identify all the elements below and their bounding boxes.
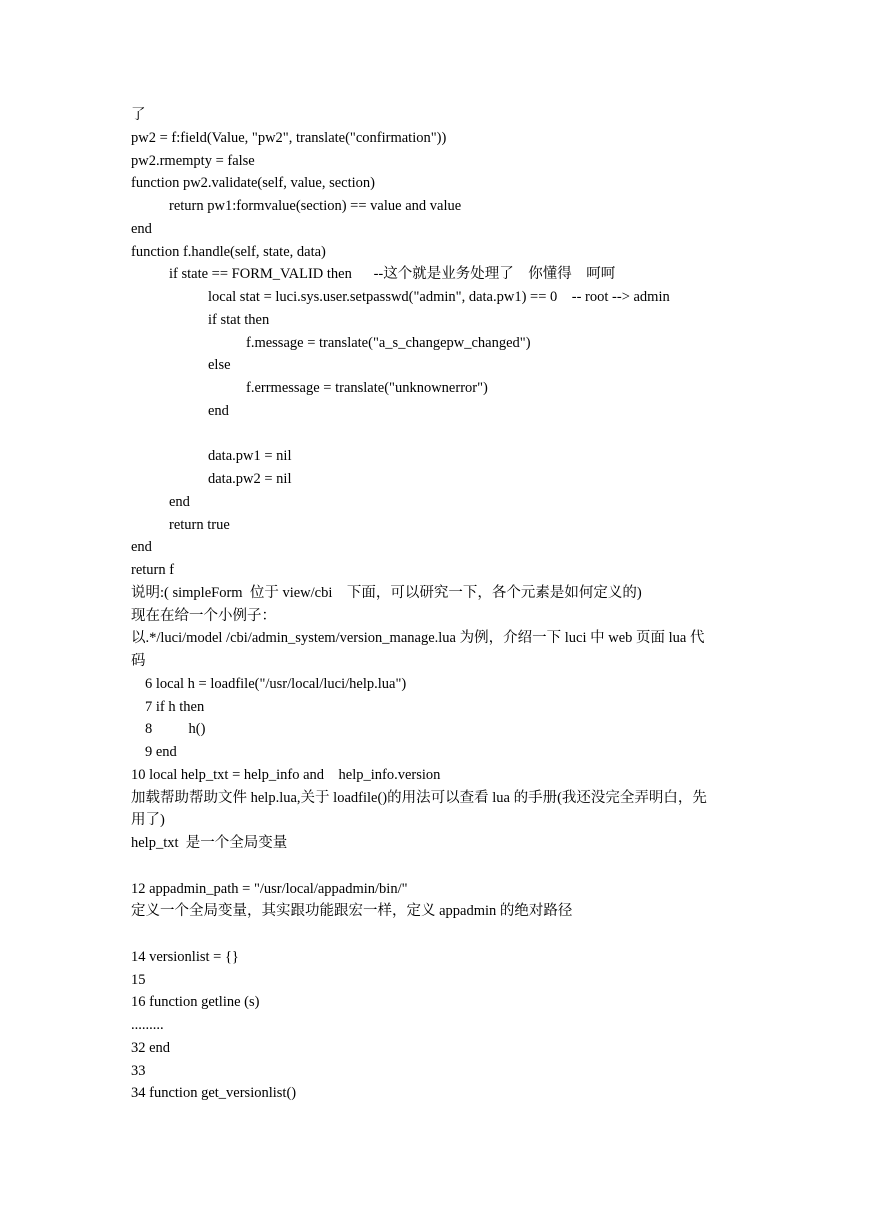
code-line: ......... <box>131 1017 164 1033</box>
code-line: f.errmessage = translate("unknownerror") <box>246 380 488 396</box>
text-line: 码 <box>131 653 146 669</box>
text-line: help_txt 是一个全局变量 <box>131 835 288 851</box>
text-line: 以.*/luci/model /cbi/admin_system/version_manage.lua 为例，介绍一下 luci 中 web 页面 lua 代 <box>131 630 705 647</box>
code-line: 8 h() <box>145 721 206 738</box>
text-line: 定义一个全局变量，其实跟功能跟宏一样，定义 appadmin 的绝对路径 <box>131 903 573 920</box>
text-line: 说明:( simpleForm 位于 view/cbi 下面，可以研究一下，各个元素是如何定义的) <box>131 584 642 601</box>
document-body <box>131 104 751 1105</box>
code-line: 33 <box>131 1062 146 1079</box>
code-line: pw2 = f:field(Value, "pw2", translate("confirmation")) <box>131 129 447 146</box>
code-line: local stat = luci.sys.user.setpasswd("admin", data.pw1) == 0 -- root --> admin <box>208 289 670 305</box>
text-line: 用了) <box>131 812 165 829</box>
code-line: 16 function getline (s) <box>131 994 260 1011</box>
code-line: if stat then <box>208 311 270 328</box>
code-line: pw2.rmempty = false <box>131 152 255 169</box>
code-line: 12 appadmin_path = "/usr/local/appadmin/bin/" <box>131 880 408 897</box>
code-line: 32 end <box>131 1039 171 1056</box>
code-line: 7 if h then <box>145 698 205 715</box>
code-line: 10 local help_txt = help_info and help_info.version <box>131 766 441 783</box>
code-line: end <box>208 402 229 419</box>
code-line: end <box>169 493 190 510</box>
code-line: data.pw2 = nil <box>208 471 292 487</box>
code-line: data.pw1 = nil <box>208 448 292 465</box>
text-line: 现在在给一个小例子： <box>131 607 276 624</box>
code-line: 15 <box>131 971 146 988</box>
code-line: 14 versionlist = {} <box>131 948 239 965</box>
code-line: 6 local h = loadfile("/usr/local/luci/help.lua") <box>145 675 407 692</box>
code-line: return true <box>169 516 230 533</box>
code-line: end <box>131 539 152 556</box>
blank-line <box>131 855 751 878</box>
blank-line <box>131 423 751 446</box>
code-line: 9 end <box>145 744 177 760</box>
code-line: end <box>131 220 152 237</box>
blank-line <box>131 923 751 946</box>
code-line: 34 function get_versionlist() <box>131 1085 297 1102</box>
text-line: 了 <box>131 107 146 123</box>
code-line: return pw1:formvalue(section) == value and value <box>169 198 462 214</box>
code-line: else <box>208 357 231 374</box>
code-line: if state == FORM_VALID then --这个就是业务处理了 你懂得 呵呵 <box>169 266 616 283</box>
code-line: f.message = translate("a_s_changepw_changed") <box>246 334 531 351</box>
text-line: 加载帮助帮助文件 help.lua,关于 loadfile()的用法可以查看 lua 的手册(我还没完全弄明白，先 <box>131 789 707 806</box>
code-line: function pw2.validate(self, value, section) <box>131 175 376 192</box>
code-line: function f.handle(self, state, data) <box>131 243 326 260</box>
code-line: return f <box>131 562 175 578</box>
